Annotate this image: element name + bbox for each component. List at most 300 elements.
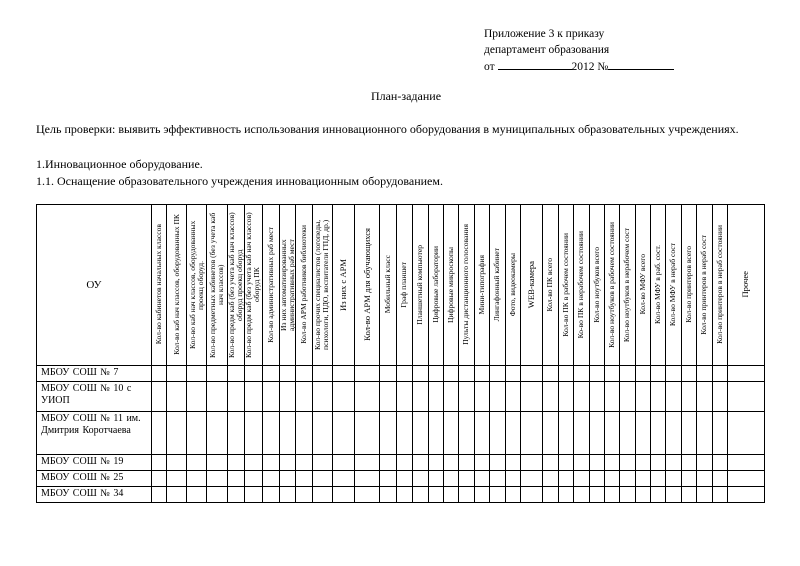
data-cell[interactable] xyxy=(697,486,712,502)
data-cell[interactable] xyxy=(312,454,332,470)
data-cell[interactable] xyxy=(558,470,573,486)
data-cell[interactable] xyxy=(380,381,397,411)
data-cell[interactable] xyxy=(207,381,227,411)
data-cell[interactable] xyxy=(589,381,604,411)
row-label-school: МБОУ СОШ № 25 xyxy=(37,470,152,486)
data-cell[interactable] xyxy=(558,381,573,411)
column-header-23 xyxy=(543,204,558,365)
data-cell[interactable] xyxy=(332,454,354,470)
data-cell[interactable] xyxy=(620,470,635,486)
data-cell[interactable] xyxy=(151,381,166,411)
data-cell[interactable] xyxy=(151,486,166,502)
table-row xyxy=(37,365,765,381)
row-label-school: МБОУ СОШ № 7 xyxy=(37,365,152,381)
column-header-32 xyxy=(681,204,696,365)
data-cell[interactable] xyxy=(296,365,313,381)
header-ot-label: от xyxy=(484,60,495,73)
blank-rule-num-2 xyxy=(636,69,674,70)
data-cell[interactable] xyxy=(635,381,650,411)
data-cell[interactable] xyxy=(332,486,354,502)
column-header-6 xyxy=(245,204,263,365)
column-header-17 xyxy=(444,204,459,365)
data-cell[interactable] xyxy=(666,470,681,486)
data-cell[interactable] xyxy=(207,365,227,381)
data-cell[interactable] xyxy=(681,470,696,486)
data-cell[interactable] xyxy=(263,411,280,454)
column-header-label: Кол-во кабинетов начальных классов xyxy=(153,224,163,345)
column-header-26 xyxy=(589,204,604,365)
data-cell[interactable] xyxy=(574,381,589,411)
data-cell[interactable] xyxy=(187,411,207,454)
column-header-label: Ко-во ПК в нерабочем состоянии xyxy=(576,230,586,339)
header-year: 2012 xyxy=(571,60,595,73)
data-cell[interactable] xyxy=(558,454,573,470)
section-item-1: 1.Инновационное оборудование. xyxy=(36,156,203,171)
data-cell[interactable] xyxy=(312,411,332,454)
data-cell[interactable] xyxy=(474,365,489,381)
data-cell[interactable] xyxy=(428,381,443,411)
data-cell[interactable] xyxy=(459,454,474,470)
data-cell[interactable] xyxy=(727,470,764,486)
data-cell[interactable] xyxy=(312,486,332,502)
data-cell[interactable] xyxy=(727,411,764,454)
data-cell[interactable] xyxy=(459,411,474,454)
data-cell[interactable] xyxy=(505,454,520,470)
data-cell[interactable] xyxy=(428,470,443,486)
data-cell[interactable] xyxy=(681,381,696,411)
data-cell[interactable] xyxy=(444,486,459,502)
column-header-label: Мобильный класс xyxy=(382,255,392,314)
column-header-label: Кол-во ноутбуков в нерабочем сост xyxy=(622,227,632,342)
data-cell[interactable] xyxy=(263,365,280,381)
data-cell[interactable] xyxy=(558,411,573,454)
data-cell[interactable] xyxy=(697,381,712,411)
table-row xyxy=(37,454,765,470)
column-header-label: Кол-во ПК всего xyxy=(545,257,555,312)
data-cell[interactable] xyxy=(712,486,727,502)
column-header-21 xyxy=(505,204,520,365)
purpose-paragraph: Цель проверки: выявить эффективность использования инновационного оборудования в муниципальных образовательных учреждениях. xyxy=(36,121,739,136)
data-cell[interactable] xyxy=(589,365,604,381)
column-header-24 xyxy=(558,204,573,365)
data-cell[interactable] xyxy=(697,470,712,486)
data-cell[interactable] xyxy=(227,381,245,411)
data-cell[interactable] xyxy=(296,486,313,502)
data-cell[interactable] xyxy=(263,470,280,486)
table-row xyxy=(37,470,765,486)
data-cell[interactable] xyxy=(666,454,681,470)
data-cell[interactable] xyxy=(574,365,589,381)
data-cell[interactable] xyxy=(312,470,332,486)
data-cell[interactable] xyxy=(474,486,489,502)
data-cell[interactable] xyxy=(574,470,589,486)
column-header-label: Фото, видеокамеры xyxy=(507,252,517,317)
column-header-9 xyxy=(296,204,313,365)
column-header-5 xyxy=(227,204,245,365)
data-cell[interactable] xyxy=(167,381,187,411)
section-list xyxy=(36,156,766,190)
data-cell[interactable] xyxy=(151,411,166,454)
data-cell[interactable] xyxy=(332,381,354,411)
data-cell[interactable] xyxy=(620,486,635,502)
data-cell[interactable] xyxy=(620,381,635,411)
data-cell[interactable] xyxy=(474,381,489,411)
data-cell[interactable] xyxy=(474,470,489,486)
data-cell[interactable] xyxy=(413,381,428,411)
data-cell[interactable] xyxy=(227,454,245,470)
data-cell[interactable] xyxy=(459,486,474,502)
column-header-35 xyxy=(727,204,764,365)
data-cell[interactable] xyxy=(380,365,397,381)
column-header-28 xyxy=(620,204,635,365)
data-cell[interactable] xyxy=(227,411,245,454)
data-cell[interactable] xyxy=(620,411,635,454)
data-cell[interactable] xyxy=(413,470,428,486)
data-cell[interactable] xyxy=(207,411,227,454)
data-cell[interactable] xyxy=(666,411,681,454)
data-cell[interactable] xyxy=(279,411,296,454)
data-cell[interactable] xyxy=(312,381,332,411)
data-cell[interactable] xyxy=(574,454,589,470)
data-cell[interactable] xyxy=(207,454,227,470)
data-cell[interactable] xyxy=(520,381,542,411)
data-cell[interactable] xyxy=(543,454,558,470)
column-header-label: Кол-во АРМ для обучающихся xyxy=(361,228,372,342)
data-cell[interactable] xyxy=(413,411,428,454)
data-cell[interactable] xyxy=(697,454,712,470)
data-cell[interactable] xyxy=(459,470,474,486)
data-cell[interactable] xyxy=(167,486,187,502)
row-label-school: МБОУ СОШ № 11 им. Дмитрия Коротчаева xyxy=(37,411,152,454)
column-header-label: Цифровые лаборатории xyxy=(430,246,440,323)
data-cell[interactable] xyxy=(428,411,443,454)
data-cell[interactable] xyxy=(332,470,354,486)
data-cell[interactable] xyxy=(167,365,187,381)
data-cell[interactable] xyxy=(505,411,520,454)
data-cell[interactable] xyxy=(681,486,696,502)
data-cell[interactable] xyxy=(604,470,619,486)
data-cell[interactable] xyxy=(490,470,505,486)
data-cell[interactable] xyxy=(604,365,619,381)
data-cell[interactable] xyxy=(263,454,280,470)
data-cell[interactable] xyxy=(589,470,604,486)
data-cell[interactable] xyxy=(396,470,413,486)
data-cell[interactable] xyxy=(296,411,313,454)
column-header-14 xyxy=(396,204,413,365)
data-cell[interactable] xyxy=(651,486,666,502)
data-cell[interactable] xyxy=(151,470,166,486)
column-header-label: Граф планшет xyxy=(399,261,409,308)
column-header-label: WEB-камера xyxy=(525,261,536,309)
data-cell[interactable] xyxy=(651,470,666,486)
data-cell[interactable] xyxy=(355,454,380,470)
data-cell[interactable] xyxy=(490,486,505,502)
data-cell[interactable] xyxy=(712,381,727,411)
data-cell[interactable] xyxy=(474,411,489,454)
data-cell[interactable] xyxy=(604,381,619,411)
column-header-label: Мини-типография xyxy=(476,254,486,315)
column-header-label: Кол-во ПК в рабочем состоянии xyxy=(560,232,570,337)
data-cell[interactable] xyxy=(697,365,712,381)
data-cell[interactable] xyxy=(712,411,727,454)
data-cell[interactable] xyxy=(428,365,443,381)
data-cell[interactable] xyxy=(697,411,712,454)
column-header-label: Кол-во ноутбуков всего xyxy=(591,246,601,323)
data-cell[interactable] xyxy=(543,411,558,454)
data-cell[interactable] xyxy=(444,381,459,411)
table-row xyxy=(37,381,765,411)
data-cell[interactable] xyxy=(505,381,520,411)
data-cell[interactable] xyxy=(380,486,397,502)
row-label-school: МБОУ СОШ № 19 xyxy=(37,454,152,470)
data-cell[interactable] xyxy=(167,470,187,486)
data-cell[interactable] xyxy=(712,365,727,381)
data-cell[interactable] xyxy=(187,454,207,470)
data-cell[interactable] xyxy=(490,411,505,454)
data-cell[interactable] xyxy=(167,454,187,470)
data-cell[interactable] xyxy=(712,454,727,470)
data-cell[interactable] xyxy=(428,486,443,502)
data-cell[interactable] xyxy=(396,411,413,454)
column-header-label: Кол-во предм каб (без учета каб нач классов) оборуд ПК xyxy=(244,211,262,358)
column-header-label: Кол-во принтеров всего xyxy=(683,246,693,323)
column-header-ou: ОУ xyxy=(37,204,152,365)
data-cell[interactable] xyxy=(413,454,428,470)
data-cell[interactable] xyxy=(380,411,397,454)
data-cell[interactable] xyxy=(428,454,443,470)
data-cell[interactable] xyxy=(543,365,558,381)
data-cell[interactable] xyxy=(505,470,520,486)
document-header-block xyxy=(484,26,784,75)
data-cell[interactable] xyxy=(712,470,727,486)
data-cell[interactable] xyxy=(396,381,413,411)
data-cell[interactable] xyxy=(332,411,354,454)
data-cell[interactable] xyxy=(187,365,207,381)
data-cell[interactable] xyxy=(589,454,604,470)
header-line-2: департамент образования xyxy=(484,44,610,57)
column-header-30 xyxy=(651,204,666,365)
data-cell[interactable] xyxy=(490,454,505,470)
data-cell[interactable] xyxy=(444,470,459,486)
column-header-15 xyxy=(413,204,428,365)
data-cell[interactable] xyxy=(520,411,542,454)
data-cell[interactable] xyxy=(681,365,696,381)
column-header-8 xyxy=(279,204,296,365)
data-cell[interactable] xyxy=(604,411,619,454)
data-cell[interactable] xyxy=(635,365,650,381)
data-cell[interactable] xyxy=(263,486,280,502)
data-cell[interactable] xyxy=(727,365,764,381)
column-header-29 xyxy=(635,204,650,365)
column-header-18 xyxy=(459,204,474,365)
column-header-19 xyxy=(474,204,489,365)
column-header-label: Лингафонный кабинет xyxy=(492,247,502,322)
blank-rule-date-1 xyxy=(498,69,542,70)
data-cell[interactable] xyxy=(490,365,505,381)
data-cell[interactable] xyxy=(574,411,589,454)
column-header-label: Кол-во МФУ в нераб сост xyxy=(668,243,678,327)
data-cell[interactable] xyxy=(227,365,245,381)
data-cell[interactable] xyxy=(635,486,650,502)
column-header-31 xyxy=(666,204,681,365)
data-cell[interactable] xyxy=(279,381,296,411)
data-cell[interactable] xyxy=(380,470,397,486)
data-cell[interactable] xyxy=(380,454,397,470)
table-row xyxy=(37,486,765,502)
data-cell[interactable] xyxy=(558,365,573,381)
data-cell[interactable] xyxy=(245,486,263,502)
column-header-label: Планшетный компьютер xyxy=(415,244,425,325)
data-cell[interactable] xyxy=(355,411,380,454)
data-cell[interactable] xyxy=(227,470,245,486)
data-cell[interactable] xyxy=(296,454,313,470)
data-cell[interactable] xyxy=(355,381,380,411)
column-header-20 xyxy=(490,204,505,365)
page-title: План-задание xyxy=(370,88,442,103)
data-cell[interactable] xyxy=(604,486,619,502)
column-header-label: Кол-во каб нач классов, оборудованных ПК xyxy=(171,214,181,355)
data-cell[interactable] xyxy=(520,454,542,470)
column-header-label: Из них с АРМ xyxy=(337,258,348,311)
column-header-label: Кол-во принтеров в нераб сост xyxy=(699,234,709,335)
data-cell[interactable] xyxy=(727,486,764,502)
data-cell[interactable] xyxy=(681,411,696,454)
data-cell[interactable] xyxy=(444,365,459,381)
column-header-7 xyxy=(263,204,280,365)
table-header-row xyxy=(37,204,765,365)
data-cell[interactable] xyxy=(279,470,296,486)
column-header-16 xyxy=(428,204,443,365)
data-cell[interactable] xyxy=(444,454,459,470)
data-cell[interactable] xyxy=(651,381,666,411)
data-cell[interactable] xyxy=(459,381,474,411)
data-cell[interactable] xyxy=(245,365,263,381)
header-line-1: Приложение 3 к приказу xyxy=(484,28,605,40)
data-cell[interactable] xyxy=(459,365,474,381)
data-cell[interactable] xyxy=(620,454,635,470)
header-line-3 xyxy=(484,59,784,75)
column-header-label: Прочее xyxy=(740,271,751,298)
data-cell[interactable] xyxy=(543,381,558,411)
data-cell[interactable] xyxy=(187,381,207,411)
data-cell[interactable] xyxy=(651,365,666,381)
data-cell[interactable] xyxy=(505,365,520,381)
data-cell[interactable] xyxy=(681,454,696,470)
data-cell[interactable] xyxy=(635,470,650,486)
column-header-label: Из них автоматизированных административных раб мест xyxy=(278,238,296,331)
data-cell[interactable] xyxy=(151,365,166,381)
data-cell[interactable] xyxy=(245,470,263,486)
data-cell[interactable] xyxy=(635,454,650,470)
data-cell[interactable] xyxy=(558,486,573,502)
data-cell[interactable] xyxy=(490,381,505,411)
row-label-school: МБОУ СОШ № 34 xyxy=(37,486,152,502)
data-cell[interactable] xyxy=(355,365,380,381)
data-cell[interactable] xyxy=(666,365,681,381)
data-cell[interactable] xyxy=(413,486,428,502)
header-number-sign: № xyxy=(597,60,609,73)
data-cell[interactable] xyxy=(396,486,413,502)
data-cell[interactable] xyxy=(151,454,166,470)
column-header-10 xyxy=(312,204,332,365)
data-cell[interactable] xyxy=(589,411,604,454)
data-cell[interactable] xyxy=(396,454,413,470)
data-cell[interactable] xyxy=(187,470,207,486)
data-cell[interactable] xyxy=(296,470,313,486)
data-cell[interactable] xyxy=(355,486,380,502)
data-cell[interactable] xyxy=(651,454,666,470)
data-cell[interactable] xyxy=(263,381,280,411)
column-header-27 xyxy=(604,204,619,365)
column-header-label: Кол-во каб нач классов, оборудованных проекц оборуд. xyxy=(187,220,205,349)
table-row xyxy=(37,411,765,454)
column-header-4 xyxy=(207,204,227,365)
data-cell[interactable] xyxy=(520,470,542,486)
column-header-34 xyxy=(712,204,727,365)
data-cell[interactable] xyxy=(245,454,263,470)
data-cell[interactable] xyxy=(666,381,681,411)
data-cell[interactable] xyxy=(279,486,296,502)
data-cell[interactable] xyxy=(279,365,296,381)
data-cell[interactable] xyxy=(312,365,332,381)
equipment-table xyxy=(36,204,765,503)
data-cell[interactable] xyxy=(589,486,604,502)
data-cell[interactable] xyxy=(620,365,635,381)
data-cell[interactable] xyxy=(355,470,380,486)
data-cell[interactable] xyxy=(474,454,489,470)
data-cell[interactable] xyxy=(666,486,681,502)
column-header-label: Кол-во ноутбуков в рабочем состоянии xyxy=(606,221,616,348)
column-header-label: Кол-во предм каб (без учета каб нач классов) оборуд проекц оборуд xyxy=(226,211,244,358)
data-cell[interactable] xyxy=(279,454,296,470)
data-cell[interactable] xyxy=(245,381,263,411)
data-cell[interactable] xyxy=(520,365,542,381)
data-cell[interactable] xyxy=(505,486,520,502)
data-cell[interactable] xyxy=(413,365,428,381)
column-header-label: Цифровые микроскопы xyxy=(446,246,456,323)
data-cell[interactable] xyxy=(227,486,245,502)
column-header-13 xyxy=(380,204,397,365)
data-cell[interactable] xyxy=(187,486,207,502)
data-cell[interactable] xyxy=(396,365,413,381)
data-cell[interactable] xyxy=(167,411,187,454)
data-cell[interactable] xyxy=(296,381,313,411)
column-header-25 xyxy=(574,204,589,365)
column-header-2 xyxy=(167,204,187,365)
data-cell[interactable] xyxy=(635,411,650,454)
data-cell[interactable] xyxy=(207,486,227,502)
column-header-label: Кол-во административных раб мест xyxy=(265,226,275,343)
data-cell[interactable] xyxy=(651,411,666,454)
data-cell[interactable] xyxy=(727,381,764,411)
column-header-label: Кол-во принтеров в нераб состоянии xyxy=(714,225,724,344)
data-cell[interactable] xyxy=(543,486,558,502)
data-cell[interactable] xyxy=(444,411,459,454)
data-cell[interactable] xyxy=(543,470,558,486)
equipment-table-wrapper xyxy=(36,204,766,503)
blank-rule-date-2 xyxy=(542,69,572,70)
column-header-33 xyxy=(697,204,712,365)
column-header-12 xyxy=(355,204,380,365)
data-cell[interactable] xyxy=(207,470,227,486)
data-cell[interactable] xyxy=(604,454,619,470)
data-cell[interactable] xyxy=(520,486,542,502)
data-cell[interactable] xyxy=(727,454,764,470)
data-cell[interactable] xyxy=(332,365,354,381)
data-cell[interactable] xyxy=(245,411,263,454)
data-cell[interactable] xyxy=(574,486,589,502)
column-header-label: Кол-во прочих специалистов (логопеды, психологи, ПДО, воспитатели ГПД, др.) xyxy=(313,219,331,350)
